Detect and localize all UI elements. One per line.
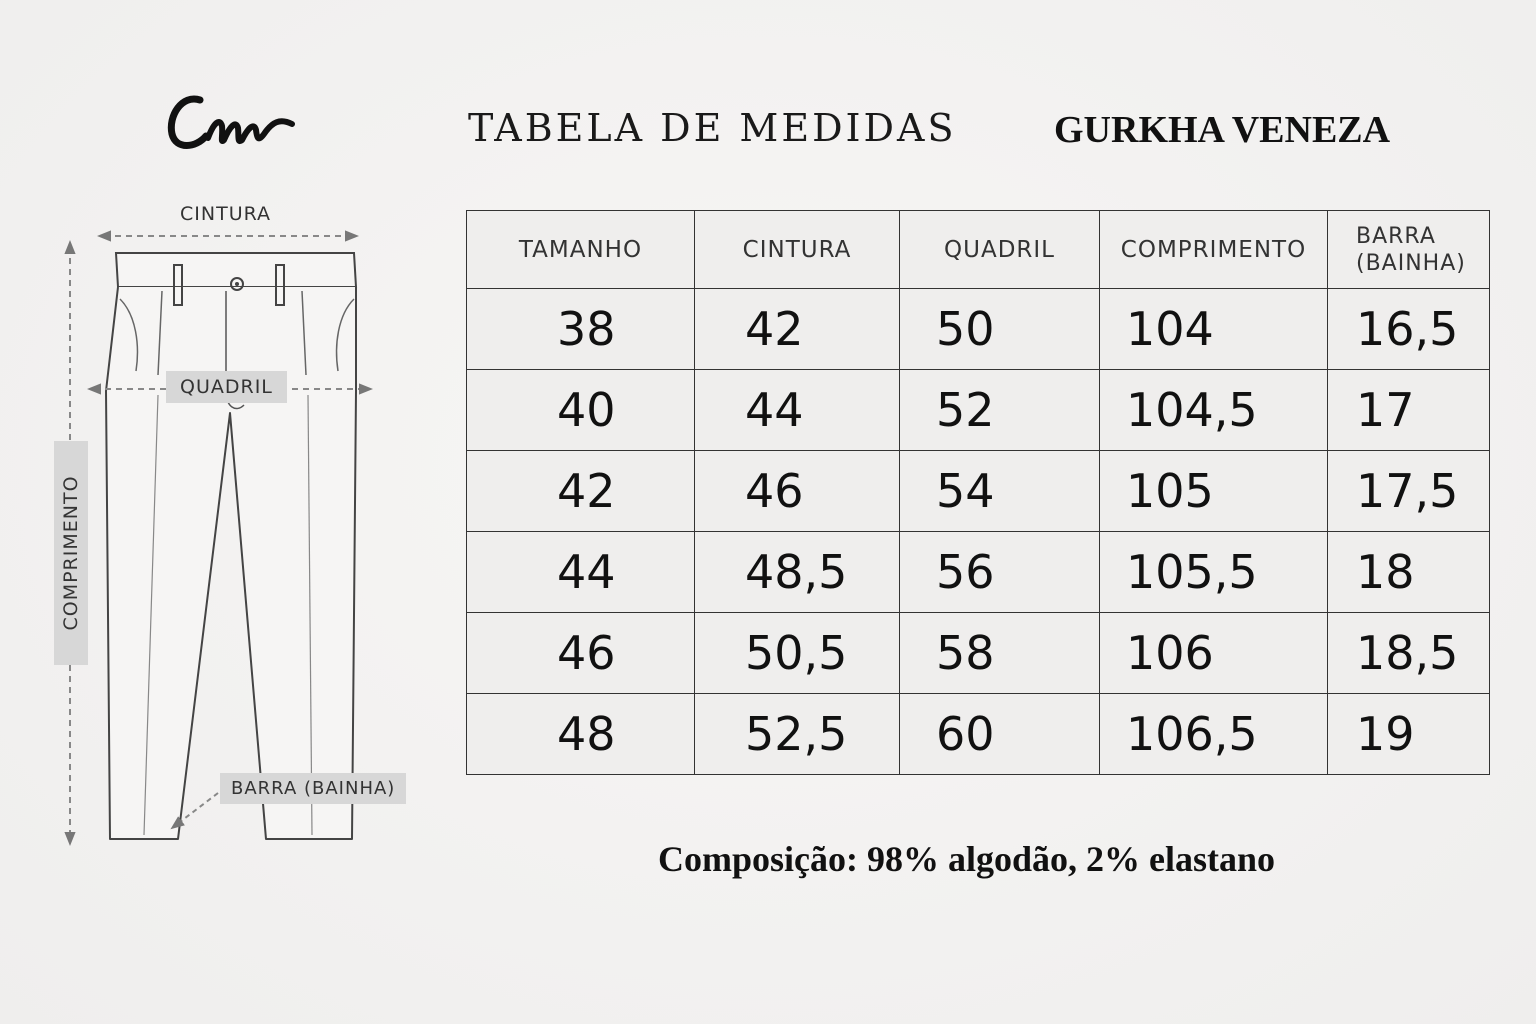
table-cell: 106,5 (1100, 694, 1328, 775)
table-cell: 106 (1100, 613, 1328, 694)
barra-label: BARRA (BAINHA) (220, 773, 406, 804)
cintura-label: CINTURA (180, 203, 272, 225)
table-cell: 104 (1100, 289, 1328, 370)
table-cell: 40 (467, 370, 695, 451)
table-cell: 19 (1328, 694, 1490, 775)
comprimento-label: COMPRIMENTO (60, 475, 82, 631)
header-barra-line1: BARRA (1356, 223, 1436, 249)
table-header-row (467, 211, 1490, 289)
table-cell: 50 (900, 289, 1100, 370)
header-comprimento: COMPRIMENTO (1100, 211, 1328, 289)
table-cell: 44 (467, 532, 695, 613)
table-row (467, 289, 1490, 370)
header-tamanho: TAMANHO (467, 211, 695, 289)
table-cell: 60 (900, 694, 1100, 775)
table-cell: 105,5 (1100, 532, 1328, 613)
table-cell: 52,5 (695, 694, 900, 775)
table-cell: 38 (467, 289, 695, 370)
page-title: TABELA DE MEDIDAS (468, 106, 957, 150)
measurement-diagram (40, 195, 460, 855)
table-cell: 44 (695, 370, 900, 451)
cm-script-logo-icon (162, 82, 302, 166)
table-cell: 52 (900, 370, 1100, 451)
table-row (467, 613, 1490, 694)
table-cell: 42 (467, 451, 695, 532)
table-cell: 104,5 (1100, 370, 1328, 451)
table-cell: 17 (1328, 370, 1490, 451)
table-cell: 42 (695, 289, 900, 370)
size-table (466, 210, 1490, 775)
table-cell: 48,5 (695, 532, 900, 613)
table-cell: 48 (467, 694, 695, 775)
table-cell: 16,5 (1328, 289, 1490, 370)
table-cell: 58 (900, 613, 1100, 694)
table-cell: 56 (900, 532, 1100, 613)
table-cell: 54 (900, 451, 1100, 532)
header-barra (1328, 211, 1490, 289)
header-barra-line2: (BAINHA) (1356, 250, 1466, 276)
table-cell: 105 (1100, 451, 1328, 532)
pants-diagram-icon (40, 195, 460, 855)
quadril-label: QUADRIL (166, 371, 287, 403)
table-cell: 46 (695, 451, 900, 532)
table-cell: 46 (467, 613, 695, 694)
product-name: GURKHA VENEZA (1054, 109, 1391, 151)
table-row (467, 532, 1490, 613)
table-cell: 18,5 (1328, 613, 1490, 694)
header-quadril: QUADRIL (900, 211, 1100, 289)
table-row (467, 451, 1490, 532)
table-row (467, 694, 1490, 775)
comprimento-label-box (54, 441, 88, 665)
table-cell: 18 (1328, 532, 1490, 613)
table-cell: 17,5 (1328, 451, 1490, 532)
table-cell: 50,5 (695, 613, 900, 694)
table-row (467, 370, 1490, 451)
composition-note: Composição: 98% algodão, 2% elastano (658, 839, 1276, 879)
header-cintura: CINTURA (695, 211, 900, 289)
